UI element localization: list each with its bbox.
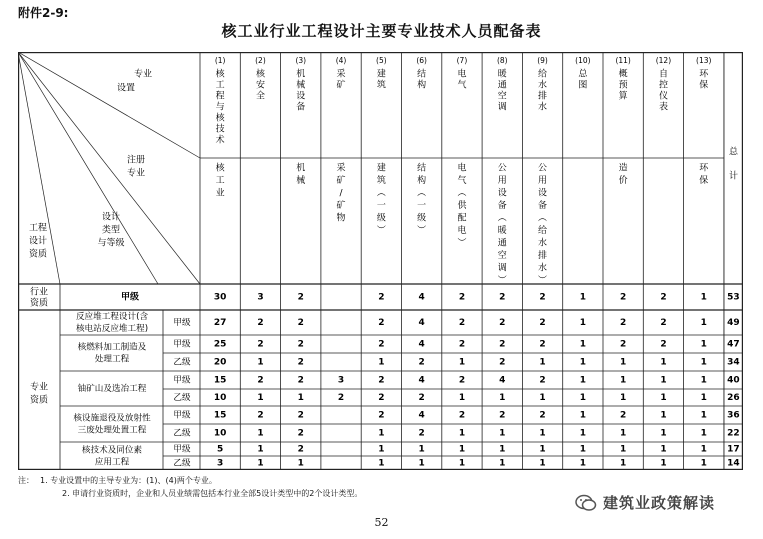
registered-major: 公: [538, 163, 548, 174]
registered-major: ︶: [457, 238, 467, 249]
registered-major: 备: [538, 201, 548, 211]
major-name: 表: [658, 102, 668, 113]
table-cell-value: 25: [213, 339, 227, 350]
major-name: 程: [215, 91, 225, 102]
registered-major: ︵: [376, 188, 386, 199]
table-cell-value: 40: [727, 375, 740, 386]
group-label: 专业: [29, 382, 49, 393]
corner-label-registered: 注册: [126, 155, 146, 166]
table-cell-value: 34: [727, 357, 740, 368]
table-cell-value: 5: [217, 444, 224, 455]
table-cell-value: 2: [458, 375, 466, 386]
registered-major: 电: [457, 226, 467, 236]
major-name: 核: [215, 113, 225, 124]
major-name: 与: [215, 102, 225, 113]
table-cell-value: 2: [297, 292, 304, 303]
registered-major: 造: [618, 163, 628, 174]
table-cell-value: 1: [620, 458, 627, 469]
design-type-label: 应用工程: [94, 457, 130, 468]
major-name: 暖: [497, 69, 507, 80]
major-name: 核: [215, 69, 225, 80]
watermark-text: 建筑业政策解读: [603, 494, 716, 512]
table-cell-value: 2: [257, 410, 264, 421]
table-cell-value: 2: [499, 339, 506, 350]
major-name: 建: [376, 69, 386, 80]
registered-major: 配: [457, 213, 467, 224]
registered-major: 空: [497, 251, 507, 261]
registered-major: 备: [497, 201, 507, 211]
registered-major: 公: [497, 163, 507, 174]
registered-major: ︶: [497, 276, 507, 286]
corner-label-qualification: 工程: [28, 223, 48, 234]
table-cell-value: 1: [660, 458, 667, 469]
table-cell-value: 2: [660, 339, 667, 350]
major-name: 械: [296, 80, 306, 91]
table-cell-value: 2: [378, 410, 385, 421]
table-cell-value: 26: [727, 393, 740, 403]
grade-label: 乙级: [173, 428, 191, 439]
table-cell-value: 1: [458, 428, 466, 439]
page-number: 52: [374, 516, 389, 529]
table-cell-value: 1: [418, 458, 425, 469]
attachment-label: 附件2-9:: [18, 6, 69, 20]
design-type-label: 核设施退役及放射性: [73, 413, 151, 424]
major-number: (7): [456, 56, 468, 65]
corner-label-qualification: 设计: [28, 236, 48, 247]
note-1: 1. 专业设置中的主导专业为：(1)、(4)两个专业。: [40, 476, 217, 485]
diagonal-rule: [18, 52, 200, 158]
group-label: 行业: [29, 287, 49, 298]
registered-major: 工: [215, 176, 225, 186]
table-cell-value: 1: [700, 393, 707, 403]
registered-major: 建: [376, 163, 386, 174]
table-cell-value: 30: [213, 292, 227, 303]
grade-label: 乙级: [173, 357, 191, 368]
table-cell-value: 1: [499, 444, 506, 455]
table-cell-value: 2: [257, 375, 264, 386]
table-cell-value: 1: [700, 318, 707, 328]
major-number: (3): [295, 56, 307, 65]
table-cell-value: 2: [458, 339, 466, 350]
major-name: 调: [497, 102, 507, 113]
note-2: 2. 申请行业资质时，企业和人员业绩需包括本行业全部5设计类型中的2个设计类型。: [62, 489, 363, 498]
table-cell-value: 2: [539, 410, 546, 421]
table-cell-value: 1: [700, 444, 707, 455]
table-cell-value: 1: [458, 444, 466, 455]
table-cell-value: 1: [620, 357, 627, 368]
corner-label-type: 与等级: [97, 238, 125, 249]
table-cell-value: 1: [257, 458, 264, 469]
table-cell-value: 2: [297, 444, 304, 455]
table-cell-value: 1: [579, 292, 586, 303]
table-cell-value: 2: [620, 410, 627, 421]
registered-major: ︵: [538, 213, 548, 224]
table-cell-value: 4: [418, 375, 425, 386]
table-cell-value: 2: [539, 318, 546, 328]
table-cell-value: 2: [499, 357, 506, 368]
table-cell-value: 1: [257, 428, 264, 439]
table-cell-value: 1: [700, 410, 707, 421]
major-number: (5): [376, 56, 387, 65]
table-cell-value: 2: [297, 428, 304, 439]
registered-major: 供: [457, 201, 467, 211]
major-name: 给: [538, 69, 548, 80]
corner-label-major: 专业: [133, 69, 153, 80]
watermark: [575, 492, 715, 513]
table-cell-value: 1: [660, 357, 667, 368]
table-cell-value: 1: [700, 458, 707, 469]
registered-major: 电: [457, 163, 467, 174]
registered-major: 设: [497, 188, 507, 199]
table-cell-value: 1: [378, 444, 385, 455]
table-cell-value: 2: [620, 339, 627, 350]
table-cell-value: 1: [700, 339, 707, 350]
registered-major: 械: [296, 176, 306, 186]
registered-major: ︶: [376, 226, 386, 236]
registered-major: ︵: [497, 213, 507, 224]
major-name: 概: [618, 69, 628, 80]
table-cell-value: 1: [579, 339, 586, 350]
registered-major: 矿: [336, 176, 346, 186]
major-name: 预: [618, 80, 628, 91]
table-cell-value: 2: [620, 292, 627, 303]
major-name: 全: [255, 91, 265, 102]
corner-label-qualification: 资质: [28, 249, 48, 260]
table-cell-value: 2: [257, 339, 264, 350]
table-cell-value: 2: [297, 375, 304, 386]
registered-major: 一: [376, 201, 386, 211]
registered-major: 水: [538, 263, 548, 274]
major-name: 安: [255, 80, 265, 91]
table-cell-value: 2: [297, 410, 304, 421]
registered-major: 环: [699, 163, 709, 174]
major-number: (13): [696, 56, 712, 65]
table-cell-value: 1: [579, 444, 586, 455]
major-name: 水: [538, 80, 548, 91]
major-number: (9): [537, 56, 548, 65]
registered-major: 核: [215, 163, 225, 174]
corner-label-major: 设置: [116, 83, 136, 94]
table-cell-value: 4: [418, 318, 425, 328]
major-name: 电: [457, 69, 467, 80]
design-type-label: 铀矿山及选冶工程: [77, 384, 147, 394]
major-name: 核: [255, 69, 265, 80]
major-name: 矿: [336, 80, 346, 91]
table-cell-value: 2: [458, 318, 466, 328]
major-name: 排: [538, 91, 548, 102]
group-label: 资质: [29, 395, 49, 406]
table-cell-value: 1: [660, 375, 667, 386]
table-cell-value: 17: [727, 444, 740, 455]
notes-label: 注：: [18, 476, 34, 485]
table-cell-value: 2: [499, 292, 506, 303]
table-cell-value: 2: [378, 375, 385, 386]
registered-major: 通: [497, 238, 507, 249]
design-type-label: 处理工程: [94, 354, 130, 365]
table-cell-value: 1: [660, 428, 667, 439]
table-cell-value: 2: [539, 375, 546, 386]
table-cell-value: 2: [297, 357, 304, 368]
table-cell-value: 27: [213, 318, 227, 328]
table-cell-value: 2: [418, 357, 425, 368]
table-cell-value: 1: [700, 428, 707, 439]
table-cell-value: 49: [727, 318, 740, 328]
table-cell-value: 2: [378, 318, 385, 328]
table-cell-value: 1: [660, 444, 667, 455]
table-cell-value: 1: [620, 375, 627, 386]
grade-label: 甲级: [173, 318, 191, 328]
major-number: (2): [255, 56, 266, 65]
table-cell-value: 20: [213, 357, 227, 368]
registered-major: 物: [336, 213, 346, 224]
major-name: 技: [215, 124, 225, 135]
table-cell-value: 36: [727, 410, 740, 421]
table-cell-value: 1: [458, 357, 466, 368]
table-cell-value: 1: [660, 410, 667, 421]
major-name: 环: [699, 69, 709, 80]
corner-label-type: 设计: [101, 212, 121, 223]
table-cell-value: 2: [499, 318, 506, 328]
registered-major: 排: [538, 251, 548, 261]
table-cell-value: 2: [257, 318, 264, 328]
table-cell-value: 1: [660, 393, 667, 403]
table-cell-value: 4: [418, 292, 425, 303]
grade-label: 甲级: [173, 339, 191, 350]
corner-label-registered: 专业: [126, 168, 146, 179]
registered-major: ︵: [417, 188, 427, 199]
registered-major: 筑: [376, 176, 386, 186]
registered-major: ︶: [538, 276, 548, 286]
table-cell-value: 2: [539, 292, 546, 303]
major-name: 设: [296, 91, 306, 102]
major-name: 图: [578, 80, 588, 91]
table-cell-value: 22: [727, 428, 740, 439]
staffing-table: [18, 52, 743, 474]
registered-major: 暖: [497, 226, 507, 236]
table-cell-value: 2: [418, 393, 425, 403]
registered-major: 水: [538, 238, 548, 249]
table-cell-value: 1: [579, 393, 586, 403]
major-name: 算: [618, 91, 628, 102]
major-name: 机: [296, 69, 306, 80]
table-cell-value: 1: [257, 393, 264, 403]
corner-label-type: 类型: [101, 225, 121, 236]
table-cell-value: 2: [337, 393, 345, 403]
registered-major: 气: [457, 176, 467, 186]
registered-major: 保: [699, 176, 709, 186]
registered-major: 采: [336, 163, 346, 174]
table-cell-value: 1: [539, 444, 546, 455]
design-type-label: 三废处理处置工程: [77, 425, 147, 436]
grade-label: 甲级: [173, 410, 191, 421]
table-cell-value: 1: [378, 428, 385, 439]
table-cell-value: 1: [579, 458, 586, 469]
table-cell-value: 1: [579, 410, 586, 421]
table-cell-value: 2: [620, 318, 627, 328]
major-name: 气: [457, 80, 467, 91]
major-number: (1): [214, 56, 226, 65]
table-cell-value: 1: [378, 357, 385, 368]
major-number: (12): [655, 56, 672, 65]
major-name: 筑: [376, 80, 386, 91]
table-cell-value: 10: [213, 428, 227, 439]
table-cell-value: 2: [378, 339, 385, 350]
grade-label: 甲级: [173, 375, 191, 386]
table-cell-value: 2: [660, 318, 667, 328]
registered-major: 一: [417, 201, 427, 211]
table-cell-value: 53: [727, 292, 740, 303]
table-cell-value: 1: [378, 458, 385, 469]
major-name: 构: [417, 80, 427, 91]
table-cell-value: 3: [257, 292, 264, 303]
grade-label: 甲级: [120, 292, 140, 303]
group-label: 资质: [29, 298, 49, 309]
major-number: (8): [496, 56, 508, 65]
table-cell-value: 1: [297, 458, 304, 469]
table-cell-value: 1: [458, 393, 466, 403]
table-cell-value: 3: [337, 375, 345, 386]
design-type-label: 反应堆工程设计(含: [75, 312, 149, 322]
registered-major: ︶: [417, 226, 427, 236]
table-cell-value: 1: [539, 357, 546, 368]
wechat-icon: [575, 494, 597, 512]
grade-label: 乙级: [173, 458, 191, 469]
major-name: 空: [497, 91, 507, 102]
major-name: 自: [658, 69, 668, 80]
registered-major: ︵: [457, 188, 467, 199]
table-cell-value: 2: [297, 339, 304, 350]
table-cell-value: 2: [378, 292, 385, 303]
registered-major: 价: [618, 176, 628, 186]
registered-major: 给: [538, 226, 548, 236]
table-cell-value: 2: [539, 339, 546, 350]
major-number: (11): [615, 56, 631, 65]
table-cell-value: 2: [297, 318, 304, 328]
table-cell-value: 1: [620, 428, 627, 439]
table-cell-value: 1: [579, 428, 586, 439]
major-number: (10): [575, 56, 591, 65]
table-cell-value: 1: [539, 428, 546, 439]
table-cell-value: 10: [213, 393, 227, 403]
table-cell-value: 4: [418, 410, 425, 421]
table-cell-value: 2: [458, 410, 466, 421]
major-name: 备: [296, 102, 306, 113]
registered-major: 机: [296, 163, 306, 174]
major-number: (6): [416, 56, 427, 65]
page-title: 核工业行业工程设计主要专业技术人员配备表: [221, 22, 542, 40]
table-cell-value: 2: [660, 292, 667, 303]
registered-major: 结: [417, 163, 427, 174]
table-cell-value: 1: [539, 393, 546, 403]
major-name: 总: [578, 69, 588, 80]
table-cell-value: 4: [418, 339, 425, 350]
major-name: 水: [538, 102, 548, 113]
table-cell-value: 1: [620, 393, 627, 403]
table-border: [19, 53, 743, 470]
table-cell-value: 1: [257, 357, 264, 368]
registered-major: 矿: [336, 201, 346, 211]
total-header: 计: [728, 171, 738, 182]
table-cell-value: 1: [499, 458, 506, 469]
registered-major: 设: [538, 188, 548, 199]
major-number: (4): [335, 56, 347, 65]
total-header: 总: [728, 147, 738, 158]
registered-major: 级: [376, 213, 386, 224]
table-cell-value: 1: [539, 458, 546, 469]
table-cell-value: 1: [418, 444, 425, 455]
table-cell-value: 2: [499, 410, 506, 421]
grade-label: 乙级: [173, 393, 191, 403]
table-cell-value: 15: [213, 410, 227, 421]
table-cell-value: 1: [700, 375, 707, 386]
table-cell-value: 1: [620, 444, 627, 455]
design-type-label: 核燃料加工制造及: [77, 342, 147, 353]
table-cell-value: 4: [499, 375, 506, 386]
table-cell-value: 2: [458, 292, 466, 303]
registered-major: 用: [497, 176, 507, 186]
major-name: 工: [215, 80, 225, 91]
table-cell-value: 2: [418, 428, 425, 439]
table-cell-value: 47: [727, 339, 740, 350]
major-name: 通: [497, 80, 507, 91]
registered-major: 构: [417, 176, 427, 186]
table-cell-value: 1: [579, 357, 586, 368]
table-cell-value: 1: [579, 375, 586, 386]
table-cell-value: 15: [213, 375, 227, 386]
table-cell-value: 1: [297, 393, 304, 403]
design-type-label: 核电站反应堆工程): [75, 324, 149, 334]
major-name: 控: [658, 80, 668, 91]
major-name: 结: [417, 69, 427, 80]
table-cell-value: 1: [700, 357, 707, 368]
design-type-label: 核技术及同位素: [81, 445, 143, 456]
table-cell-value: 1: [579, 318, 586, 328]
major-name: 采: [336, 69, 346, 80]
major-name: 保: [699, 80, 709, 91]
registered-major: 业: [215, 188, 225, 199]
table-cell-value: 14: [727, 458, 740, 469]
registered-major: 级: [417, 213, 427, 224]
major-name: 仪: [658, 91, 668, 102]
table-cell-value: 3: [217, 458, 224, 469]
registered-major: 调: [497, 263, 507, 274]
registered-major: /: [339, 188, 343, 199]
table-cell-value: 1: [458, 458, 466, 469]
grade-label: 甲级: [173, 444, 191, 455]
table-cell-value: 1: [257, 444, 264, 455]
table-cell-value: 2: [378, 393, 385, 403]
registered-major: 用: [538, 176, 548, 186]
table-cell-value: 1: [700, 292, 707, 303]
major-name: 术: [215, 135, 225, 146]
table-cell-value: 1: [499, 428, 506, 439]
table-cell-value: 1: [499, 393, 506, 403]
